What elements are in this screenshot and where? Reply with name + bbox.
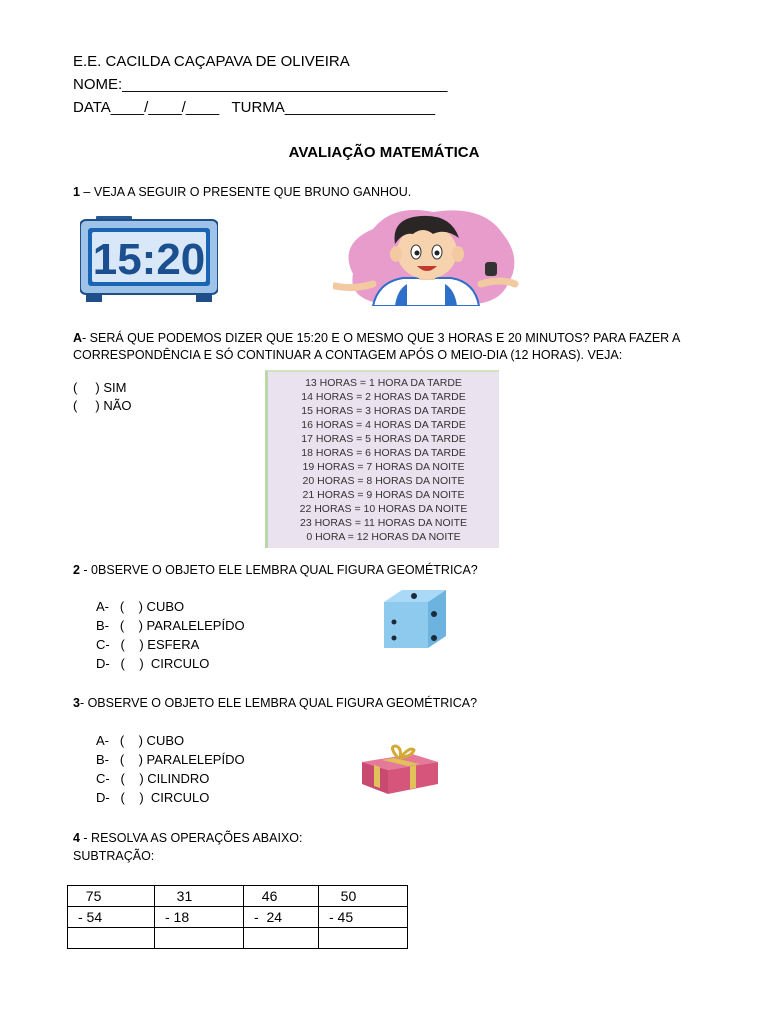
dice-image: [380, 588, 448, 650]
table-cell: 46: [244, 886, 319, 907]
table-cell: - 54: [68, 907, 155, 928]
q2-option-d[interactable]: D- ( ) CIRCULO: [96, 656, 210, 671]
hours-row: 14 HORAS = 2 HORAS DA TARDE: [301, 391, 466, 403]
q2-option-c[interactable]: C- ( ) ESFERA: [96, 637, 200, 652]
table-cell: 50: [319, 886, 408, 907]
subtraction-label: SUBTRAÇÃO:: [73, 849, 155, 863]
hours-row: 13 HORAS = 1 HORA DA TARDE: [305, 377, 462, 389]
question-number: 4: [73, 831, 80, 845]
answer-cell[interactable]: [68, 928, 155, 949]
question-text: - SERÁ QUE PODEMOS DIZER QUE 15:20 E O MESMO QUE 3 HORAS E 20 MINUTOS? PARA FAZER A: [82, 331, 681, 345]
question-text: – VEJA A SEGUIR O PRESENTE QUE BRUNO GANHOU.: [79, 185, 412, 199]
digital-clock-image: [80, 216, 218, 304]
answer-cell[interactable]: [244, 928, 319, 949]
hours-correspondence-table: [265, 370, 499, 548]
table-row: [68, 886, 408, 907]
question-number: 3: [73, 696, 80, 710]
date-class-line: DATA____/____/____ TURMA__________________: [73, 99, 435, 116]
hours-row: 20 HORAS = 8 HORAS DA NOITE: [302, 475, 465, 487]
question-4: [73, 830, 303, 846]
q2-option-a[interactable]: A- ( ) CUBO: [96, 599, 185, 614]
name-line: NOME:_______________________________________: [73, 76, 448, 93]
table-cell: - 24: [244, 907, 319, 928]
question-1: [73, 184, 411, 200]
option-sim[interactable]: ( ) SIM: [73, 380, 127, 395]
hours-row: 17 HORAS = 5 HORAS DA TARDE: [301, 433, 466, 445]
page-title: AVALIAÇÃO MATEMÁTICA: [288, 144, 480, 161]
question-3: [73, 695, 477, 711]
table-cell: 31: [155, 886, 244, 907]
question-part-label: A: [73, 331, 83, 345]
table-cell: 75: [68, 886, 155, 907]
q2-option-b[interactable]: B- ( ) PARALELEPÍDO: [96, 618, 245, 633]
question-1a-line-2: CORRESPONDÊNCIA E SÓ CONTINUAR A CONTAGEM APÓS O MEIO-DIA (12 HORAS). VEJA:: [73, 348, 623, 362]
answer-cell[interactable]: [155, 928, 244, 949]
table-cell: - 45: [319, 907, 408, 928]
table-row: [68, 907, 408, 928]
question-number: 2: [73, 563, 80, 577]
option-nao[interactable]: ( ) NÃO: [73, 398, 132, 413]
question-text: - OBSERVE O OBJETO ELE LEMBRA QUAL FIGURA GEOMÉTRICA?: [79, 696, 478, 710]
question-1a-line-1: [73, 330, 680, 346]
hours-row: 15 HORAS = 3 HORAS DA TARDE: [301, 405, 466, 417]
q3-option-d[interactable]: D- ( ) CIRCULO: [96, 790, 210, 805]
gift-box-image: [360, 742, 440, 796]
school-name: E.E. CACILDA CAÇAPAVA DE OLIVEIRA: [73, 53, 350, 70]
table-cell: - 18: [155, 907, 244, 928]
table-row: [68, 928, 408, 949]
q3-option-b[interactable]: B- ( ) PARALELEPÍDO: [96, 752, 245, 767]
hours-row: 18 HORAS = 6 HORAS DA TARDE: [301, 447, 466, 459]
answer-cell[interactable]: [319, 928, 408, 949]
hours-row: 0 HORA = 12 HORAS DA NOITE: [306, 531, 461, 543]
hours-row: 21 HORAS = 9 HORAS DA NOITE: [302, 489, 465, 501]
q3-option-a[interactable]: A- ( ) CUBO: [96, 733, 185, 748]
question-number: 1: [73, 185, 80, 199]
hours-row: 16 HORAS = 4 HORAS DA TARDE: [301, 419, 466, 431]
hours-row: 22 HORAS = 10 HORAS DA NOITE: [299, 503, 468, 515]
clock-display-text: 15:20: [92, 235, 206, 284]
question-text: - 0BSERVE O OBJETO ELE LEMBRA QUAL FIGURA GEOMÉTRICA?: [79, 563, 478, 577]
subtraction-table: [67, 885, 408, 949]
boy-cartoon-image: [333, 204, 521, 306]
q3-option-c[interactable]: C- ( ) CILINDRO: [96, 771, 210, 786]
question-text: - RESOLVA AS OPERAÇÕES ABAIXO:: [79, 831, 303, 845]
hours-row: 23 HORAS = 11 HORAS DA NOITE: [300, 517, 467, 529]
question-2: [73, 562, 478, 578]
hours-row: 19 HORAS = 7 HORAS DA NOITE: [302, 461, 465, 473]
